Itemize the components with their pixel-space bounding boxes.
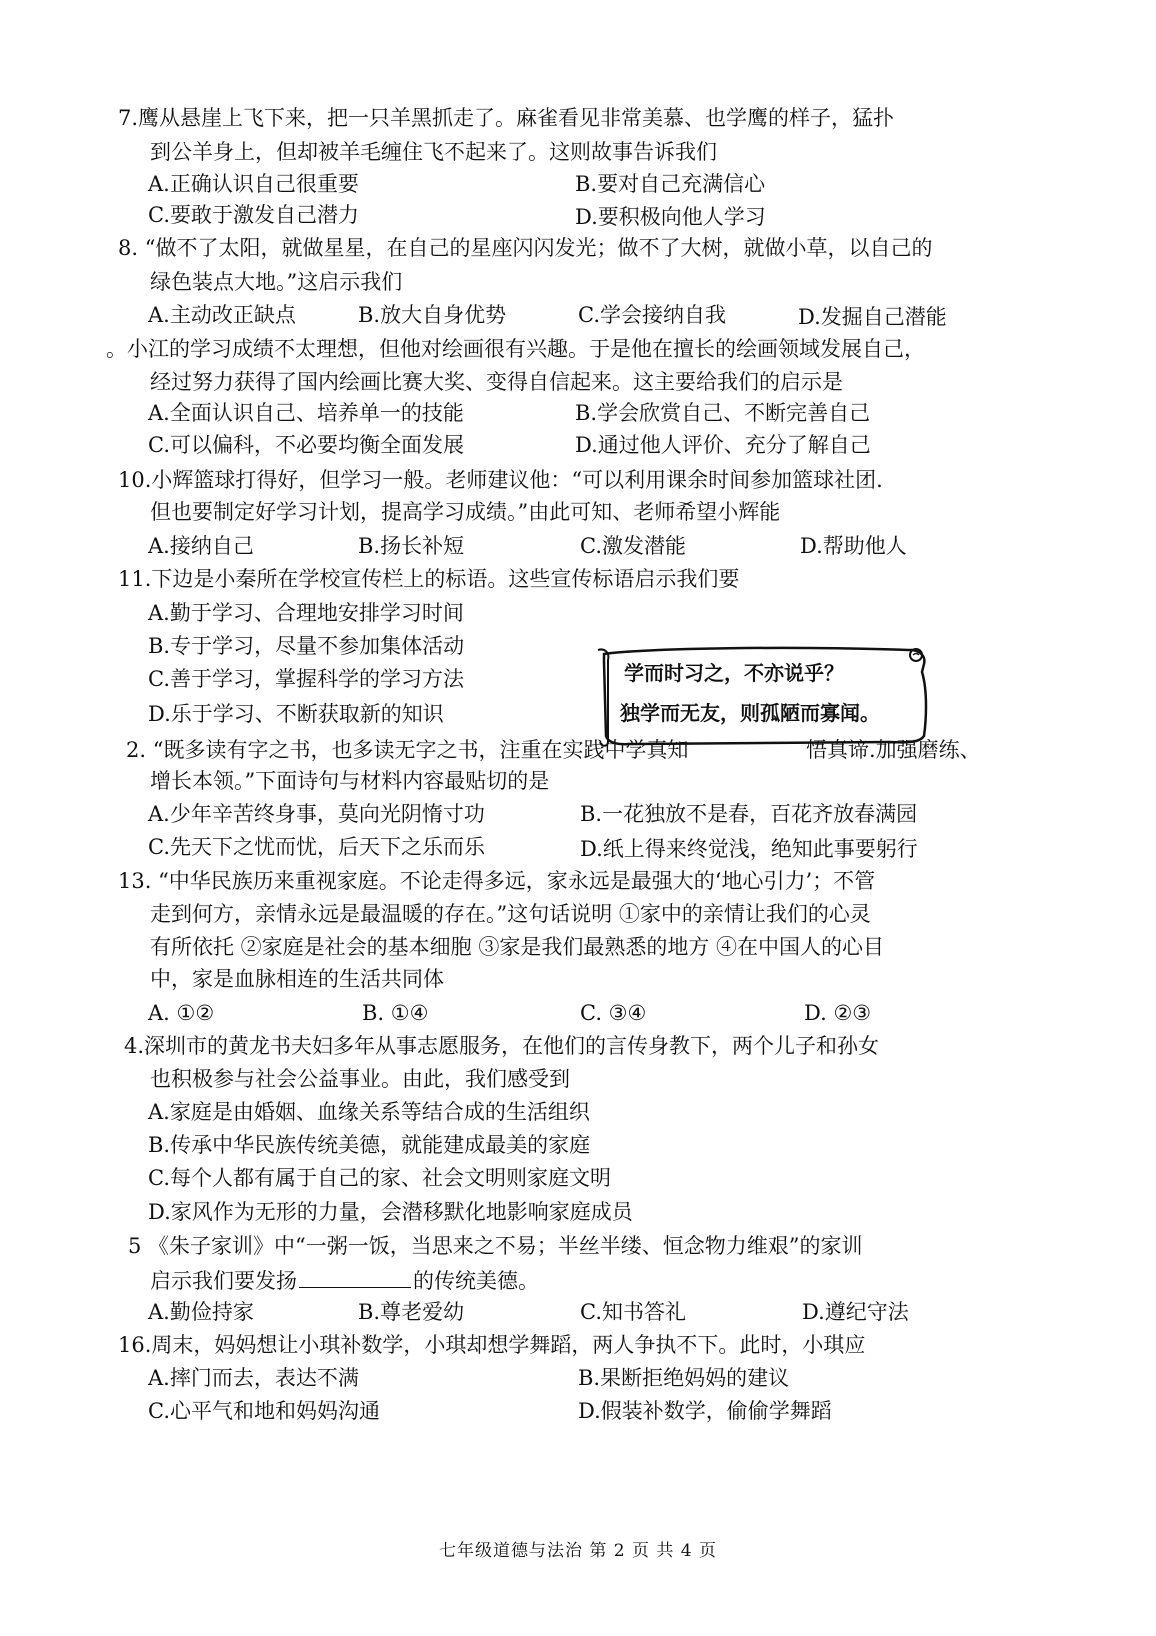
question-11-option-d: D.乐于学习、不断获取新的知识 [148,702,444,726]
question-14-stem-line-1: 4.深圳市的黄龙书夫妇多年从事志愿服务，在他们的言传身教下，两个儿子和孙女 [124,1034,880,1058]
question-13-option-b: B. ①④ [362,1001,429,1025]
question-10-option-d: D.帮助他人 [800,534,907,558]
question-7-option-d: D.要积极向他人学习 [575,205,766,229]
question-8-option-a: A.主动改正缺点 [148,303,296,327]
question-15-option-d: D.遵纪守法 [802,1300,909,1324]
question-7-option-a: A.正确认识自己很重要 [148,172,359,196]
question-16-option-c: C.心平气和地和妈妈沟通 [148,1399,380,1423]
question-16-stem: 16.周末，妈妈想让小琪补数学，小琪却想学舞蹈，两人争执不下。此时，小琪应 [118,1333,866,1357]
question-14-option-b: B.传承中华民族传统美德，就能建成最美的家庭 [148,1133,591,1157]
question-9-stem-line-1: 。小江的学习成绩不太理想，但他对绘画很有兴趣。于是他在擅长的绘画领域发展自己， [106,337,925,361]
question-13-option-d: D. ②③ [804,1001,872,1025]
question-16-option-a: A.摔门而去，表达不满 [148,1366,359,1390]
question-9-option-b: B.学会欣赏自己、不断完善自己 [575,401,871,425]
question-15-stem-suffix: 的传统美德。 [413,1269,539,1293]
question-12-option-c: C.先天下之忧而忧，后天下之乐而乐 [148,835,485,859]
question-8-option-d: D.发掘自己潜能 [798,305,947,329]
question-10-option-c: C.激发潜能 [580,534,686,558]
question-12-stem-line-1a: 2. “既多读有字之书，也多读无字之书，注重在实践中学真知 [126,738,689,762]
question-11-option-b: B.专于学习，尽量不参加集体活动 [148,634,465,658]
question-9-option-a: A.全面认识自己、培养单一的技能 [148,401,464,425]
question-12-option-b: B.一花独放不是春，百花齐放春满园 [580,802,918,826]
question-7-option-b: B.要对自己充满信心 [575,172,766,196]
question-11-option-c: C.善于学习，掌握科学的学习方法 [148,667,464,691]
question-10-stem-line-1: 10.小辉篮球打得好，但学习一般。老师建议他：“可以利用课余时间参加篮球社团. [118,468,883,492]
page-footer: 七年级道德与法治 第 2 页 共 4 页 [438,1541,718,1561]
question-14-stem-line-2: 也积极参与社会公益事业。由此，我们感受到 [150,1067,570,1091]
question-14-option-a: A.家庭是由婚姻、血缘关系等结合成的生活组织 [148,1100,590,1124]
question-15-stem-prefix: 启示我们要发扬 [150,1269,297,1293]
question-15-option-a: A.勤俭持家 [148,1300,254,1324]
slogan-scroll-board [590,642,936,748]
question-13-stem-line-3: 有所依托 ②家庭是社会的基本细胞 ③家是我们最熟悉的地方 ④在中国人的心目 [150,935,885,959]
question-7-stem-line-1: 7.鹰从悬崖上飞下来，把一只羊黑抓走了。麻雀看见非常美慕、也学鹰的样子，猛扑 [118,106,895,130]
question-8-option-c: C.学会接纳自我 [578,303,726,327]
question-7-option-c: C.要敢于激发自己潜力 [148,203,359,227]
question-9-stem-line-2: 经过努力获得了国内绘画比赛大奖、变得自信起来。这主要给我们的启示是 [150,370,843,394]
question-9-option-c: C.可以偏科，不必要均衡全面发展 [148,433,464,457]
question-15-option-c: C.知书答礼 [580,1300,686,1324]
question-15-stem-line-1: 5 《朱子家训》中“一粥一饭，当思来之不易；半丝半缕、恒念物力维艰”的家训 [128,1234,863,1258]
slogan-line-2: 独学而无友，则孤陋而寡闻。 [620,701,880,725]
question-16-option-b: B.果断拒绝妈妈的建议 [578,1366,790,1390]
question-14-option-d: D.家风作为无形的力量，会潜移默化地影响家庭成员 [148,1200,633,1224]
question-12-option-d: D.纸上得来终觉浅，绝知此事要躬行 [580,837,918,861]
question-10-option-b: B.扬长补短 [358,534,465,558]
question-8-option-b: B.放大自身优势 [358,303,507,327]
question-13-option-c: C. ③④ [580,1001,647,1025]
scroll-frame-icon [590,642,936,748]
question-11-stem: 11.下边是小秦所在学校宣传栏上的标语。这些宣传标语启示我们要 [118,567,740,591]
question-7-stem-line-2: 到公羊身上，但却被羊毛缠住飞不起来了。这则故事告诉我们 [150,140,717,164]
question-13-option-a: A. ①② [148,1001,215,1025]
question-10-option-a: A.接纳自己 [148,534,254,558]
question-15-option-b: B.尊老爱幼 [358,1300,465,1324]
question-8-stem-line-1: 8. “做不了太阳，就做星星，在自己的星座闪闪发光；做不了大树，就做小草，以自己的 [118,236,933,260]
question-15-stem-line-2 [150,1265,539,1296]
question-10-stem-line-2: 但也要制定好学习计划，提高学习成绩。”由此可知、老师希望小辉能 [150,500,781,524]
question-12-option-a: A.少年辛苦终身事，莫向光阴惰寸功 [148,802,485,826]
question-9-option-d: D.通过他人评价、充分了解自己 [575,433,871,457]
slogan-line-1: 学而时习之，不亦说乎？ [624,661,844,685]
question-13-stem-line-1: 13. “中华民族历来重视家庭。不论走得多远，家永远是最强大的‘地心引力’；不管 [118,869,876,893]
question-12-stem-line-1b: 悟真谛.加强磨练、 [806,738,981,762]
question-8-stem-line-2: 绿色装点大地。”这启示我们 [150,270,403,294]
question-12-stem-line-2: 增长本领。”下面诗句与材料内容最贴切的是 [150,769,550,793]
question-13-stem-line-2: 走到何方，亲情永远是最温暖的存在。”这句话说明 ①家中的亲情让我们的心灵 [150,902,871,926]
question-11-option-a: A.勤于学习、合理地安排学习时间 [148,601,464,625]
answer-blank [299,1265,411,1288]
question-14-option-c: C.每个人都有属于自己的家、社会文明则家庭文明 [148,1166,611,1190]
question-13-stem-line-4: 中，家是血脉相连的生活共同体 [150,967,444,991]
question-16-option-d: D.假装补数学，偷偷学舞蹈 [578,1399,832,1423]
